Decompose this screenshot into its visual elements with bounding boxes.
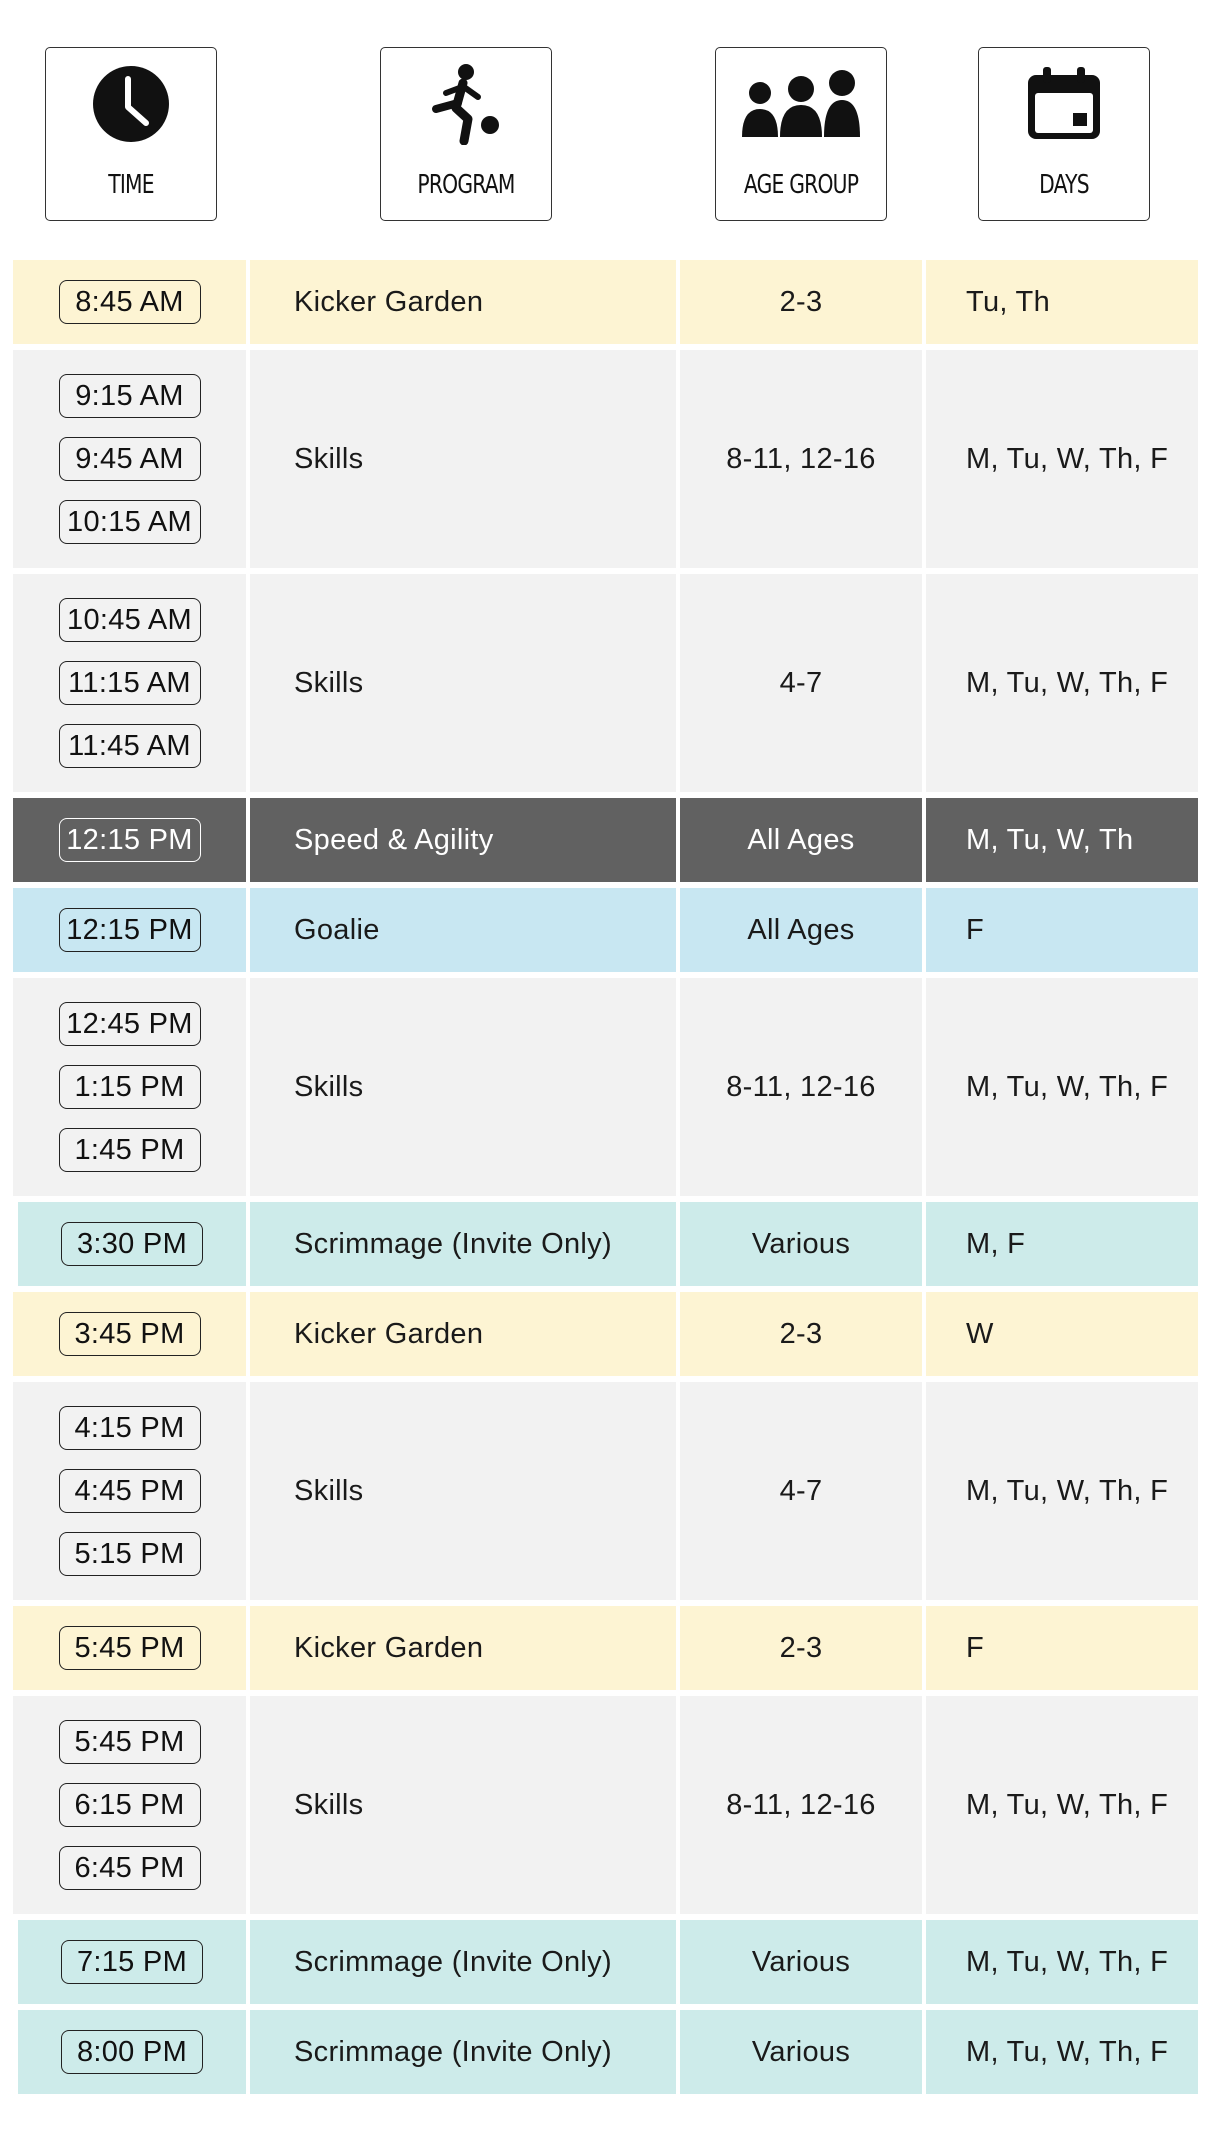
time-cell bbox=[13, 978, 246, 1196]
schedule-row bbox=[18, 1920, 1223, 2004]
program-cell: Kicker Garden bbox=[250, 1292, 676, 1376]
time-cell bbox=[18, 1920, 246, 2004]
age-group-cell: Various bbox=[680, 1202, 922, 1286]
program-cell: Skills bbox=[250, 1696, 676, 1914]
time-pill: 4:45 PM bbox=[59, 1469, 201, 1513]
time-pill: 12:45 PM bbox=[59, 1002, 201, 1046]
age-group-cell: Various bbox=[680, 1920, 922, 2004]
time-cell bbox=[13, 1606, 246, 1690]
days-header-label: DAYS bbox=[1039, 170, 1089, 200]
days-cell: W bbox=[926, 1292, 1198, 1376]
calendar-icon bbox=[979, 62, 1149, 146]
schedule-row bbox=[13, 978, 1223, 1196]
clock-icon bbox=[46, 62, 216, 146]
age-group-cell: 2-3 bbox=[680, 1606, 922, 1690]
program-cell: Goalie bbox=[250, 888, 676, 972]
time-cell bbox=[13, 350, 246, 568]
schedule-row bbox=[13, 1606, 1223, 1690]
time-pill: 8:45 AM bbox=[59, 280, 201, 324]
time-pill: 5:45 PM bbox=[59, 1720, 201, 1764]
age-group-cell: All Ages bbox=[680, 798, 922, 882]
time-cell bbox=[13, 1292, 246, 1376]
age-group-cell: 8-11, 12-16 bbox=[680, 978, 922, 1196]
time-pill: 10:15 AM bbox=[59, 500, 201, 544]
age-group-cell: 8-11, 12-16 bbox=[680, 1696, 922, 1914]
schedule-row bbox=[18, 1202, 1223, 1286]
schedule-row bbox=[13, 574, 1223, 792]
schedule-row bbox=[13, 888, 1223, 972]
schedule-row bbox=[13, 260, 1223, 344]
program-cell: Scrimmage (Invite Only) bbox=[250, 2010, 676, 2094]
soccer-player-icon bbox=[381, 62, 551, 146]
time-pill: 6:15 PM bbox=[59, 1783, 201, 1827]
schedule-row bbox=[13, 1696, 1223, 1914]
days-cell: M, Tu, W, Th, F bbox=[926, 1920, 1198, 2004]
time-pill: 1:15 PM bbox=[59, 1065, 201, 1109]
schedule-row bbox=[13, 1382, 1223, 1600]
time-pill: 12:15 PM bbox=[59, 818, 201, 862]
time-pill: 8:00 PM bbox=[61, 2030, 203, 2074]
time-cell bbox=[13, 1696, 246, 1914]
age-group-header bbox=[715, 47, 887, 221]
schedule-row bbox=[13, 350, 1223, 568]
schedule-table bbox=[0, 260, 1223, 2100]
time-pill: 7:15 PM bbox=[61, 1940, 203, 1984]
time-pill: 12:15 PM bbox=[59, 908, 201, 952]
time-pill: 5:15 PM bbox=[59, 1532, 201, 1576]
days-cell: F bbox=[926, 888, 1198, 972]
program-header-label: PROGRAM bbox=[417, 170, 515, 200]
days-cell: M, Tu, W, Th, F bbox=[926, 978, 1198, 1196]
program-cell: Kicker Garden bbox=[250, 260, 676, 344]
days-cell: M, Tu, W, Th, F bbox=[926, 2010, 1198, 2094]
program-cell: Scrimmage (Invite Only) bbox=[250, 1920, 676, 2004]
time-pill: 11:15 AM bbox=[59, 661, 201, 705]
age-group-cell: 8-11, 12-16 bbox=[680, 350, 922, 568]
schedule-row bbox=[18, 2010, 1223, 2094]
program-cell: Kicker Garden bbox=[250, 1606, 676, 1690]
age-group-cell: 4-7 bbox=[680, 574, 922, 792]
program-header bbox=[380, 47, 552, 221]
time-pill: 11:45 AM bbox=[59, 724, 201, 768]
schedule-row bbox=[13, 1292, 1223, 1376]
days-cell: M, F bbox=[926, 1202, 1198, 1286]
time-pill: 3:30 PM bbox=[61, 1222, 203, 1266]
time-cell bbox=[13, 574, 246, 792]
time-cell bbox=[13, 1382, 246, 1600]
time-cell bbox=[13, 260, 246, 344]
time-pill: 6:45 PM bbox=[59, 1846, 201, 1890]
time-pill: 1:45 PM bbox=[59, 1128, 201, 1172]
program-cell: Skills bbox=[250, 350, 676, 568]
days-cell: M, Tu, W, Th, F bbox=[926, 1382, 1198, 1600]
days-cell: M, Tu, W, Th, F bbox=[926, 574, 1198, 792]
days-cell: F bbox=[926, 1606, 1198, 1690]
time-header bbox=[45, 47, 217, 221]
schedule-row bbox=[13, 798, 1223, 882]
age-group-cell: 4-7 bbox=[680, 1382, 922, 1600]
days-header bbox=[978, 47, 1150, 221]
time-pill: 3:45 PM bbox=[59, 1312, 201, 1356]
time-cell bbox=[13, 798, 246, 882]
program-cell: Skills bbox=[250, 978, 676, 1196]
age-group-header-label: AGE GROUP bbox=[743, 170, 859, 200]
program-cell: Speed & Agility bbox=[250, 798, 676, 882]
age-group-cell: 2-3 bbox=[680, 1292, 922, 1376]
time-cell bbox=[13, 888, 246, 972]
time-pill: 9:15 AM bbox=[59, 374, 201, 418]
time-pill: 5:45 PM bbox=[59, 1626, 201, 1670]
people-group-icon bbox=[716, 62, 886, 146]
time-pill: 9:45 AM bbox=[59, 437, 201, 481]
days-cell: Tu, Th bbox=[926, 260, 1198, 344]
time-cell bbox=[18, 1202, 246, 1286]
time-cell bbox=[18, 2010, 246, 2094]
days-cell: M, Tu, W, Th bbox=[926, 798, 1198, 882]
program-cell: Skills bbox=[250, 1382, 676, 1600]
time-header-label: TIME bbox=[108, 170, 154, 200]
days-cell: M, Tu, W, Th, F bbox=[926, 350, 1198, 568]
age-group-cell: 2-3 bbox=[680, 260, 922, 344]
age-group-cell: All Ages bbox=[680, 888, 922, 972]
program-cell: Skills bbox=[250, 574, 676, 792]
time-pill: 10:45 AM bbox=[59, 598, 201, 642]
days-cell: M, Tu, W, Th, F bbox=[926, 1696, 1198, 1914]
schedule-header bbox=[0, 47, 1223, 223]
time-pill: 4:15 PM bbox=[59, 1406, 201, 1450]
program-cell: Scrimmage (Invite Only) bbox=[250, 1202, 676, 1286]
age-group-cell: Various bbox=[680, 2010, 922, 2094]
